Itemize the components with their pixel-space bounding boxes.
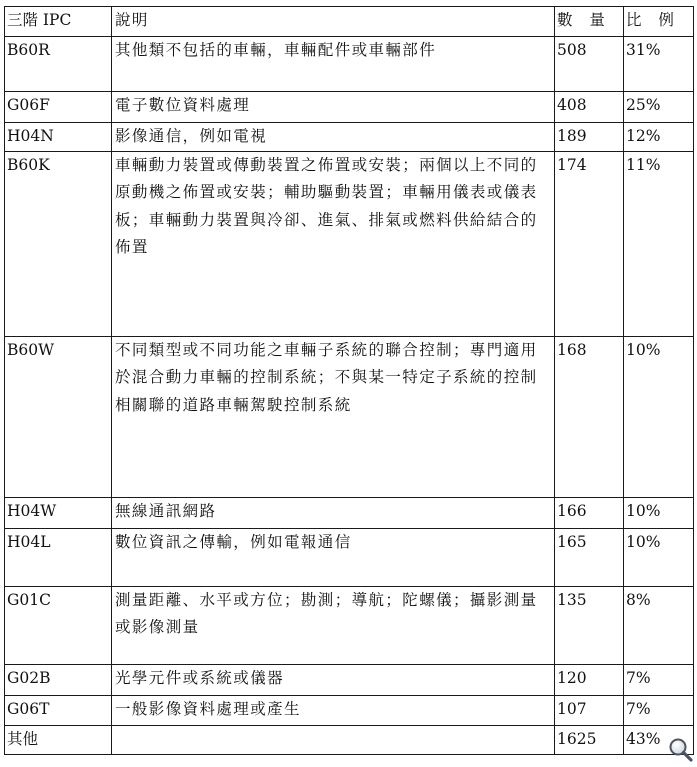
header-description: 說明 bbox=[112, 7, 555, 37]
ratio-cell: 25% bbox=[624, 92, 694, 123]
description-cell: 一般影像資料處理或產生 bbox=[112, 695, 555, 725]
description-cell bbox=[112, 725, 555, 754]
count-cell: 168 bbox=[555, 336, 624, 497]
ratio-cell: 12% bbox=[624, 123, 694, 152]
description-cell: 車輛動力裝置或傳動裝置之佈置或安裝；兩個以上不同的原動機之佈置或安裝；輔助驅動裝置；車輛用儀表或儀表板；車輛動力裝置與冷卻、進氣、排氣或燃料供給結合的佈置 bbox=[112, 151, 555, 336]
table-row bbox=[5, 151, 694, 336]
ipc-code-cell: B60R bbox=[5, 37, 112, 92]
ipc-code-cell: G06F bbox=[5, 92, 112, 123]
description-cell: 其他類不包括的車輛，車輛配件或車輛部件 bbox=[112, 37, 555, 92]
table-row bbox=[5, 586, 694, 664]
table-row bbox=[5, 664, 694, 695]
description-cell: 電子數位資料處理 bbox=[112, 92, 555, 123]
ipc-code-cell: B60K bbox=[5, 151, 112, 336]
count-cell: 1625 bbox=[555, 725, 624, 754]
count-cell: 508 bbox=[555, 37, 624, 92]
table-row bbox=[5, 695, 694, 725]
header-count: 數 量 bbox=[555, 7, 624, 37]
count-cell: 135 bbox=[555, 586, 624, 664]
ipc-code-cell: B60W bbox=[5, 336, 112, 497]
ipc-code-cell: G01C bbox=[5, 586, 112, 664]
count-cell: 120 bbox=[555, 664, 624, 695]
ipc-code-cell: 其他 bbox=[5, 725, 112, 754]
ipc-code-cell: H04L bbox=[5, 528, 112, 586]
description-cell: 數位資訊之傳輸，例如電報通信 bbox=[112, 528, 555, 586]
description-cell: 無線通訊網路 bbox=[112, 497, 555, 528]
count-cell: 107 bbox=[555, 695, 624, 725]
table-row bbox=[5, 336, 694, 497]
ipc-code-cell: H04N bbox=[5, 123, 112, 152]
ratio-cell: 7% bbox=[624, 664, 694, 695]
ipc-code-cell: G02B bbox=[5, 664, 112, 695]
table-row bbox=[5, 37, 694, 92]
count-cell: 174 bbox=[555, 151, 624, 336]
table-row bbox=[5, 123, 694, 152]
ratio-cell: 7% bbox=[624, 695, 694, 725]
table-row bbox=[5, 528, 694, 586]
table-row bbox=[5, 497, 694, 528]
ipc-statistics-table bbox=[4, 6, 694, 755]
header-ratio: 比 例 bbox=[624, 7, 694, 37]
ratio-cell: 43% bbox=[624, 725, 694, 754]
description-cell: 測量距離、水平或方位；勘測；導航；陀螺儀；攝影測量或影像測量 bbox=[112, 586, 555, 664]
ipc-code-cell: H04W bbox=[5, 497, 112, 528]
ratio-cell: 8% bbox=[624, 586, 694, 664]
ratio-cell: 31% bbox=[624, 37, 694, 92]
description-cell: 光學元件或系統或儀器 bbox=[112, 664, 555, 695]
count-cell: 166 bbox=[555, 497, 624, 528]
header-ipc-code: 三階 IPC bbox=[5, 7, 112, 37]
ratio-cell: 11% bbox=[624, 151, 694, 336]
magnifier-icon[interactable] bbox=[668, 737, 694, 763]
table-row bbox=[5, 725, 694, 754]
ratio-cell: 10% bbox=[624, 336, 694, 497]
ratio-cell: 10% bbox=[624, 528, 694, 586]
ipc-code-cell: G06T bbox=[5, 695, 112, 725]
count-cell: 408 bbox=[555, 92, 624, 123]
table-header-row bbox=[5, 7, 694, 37]
description-cell: 不同類型或不同功能之車輛子系統的聯合控制；專門適用於混合動力車輛的控制系統；不與某一特定子系統的控制相關聯的道路車輛駕駛控制系統 bbox=[112, 336, 555, 497]
ratio-cell: 10% bbox=[624, 497, 694, 528]
count-cell: 165 bbox=[555, 528, 624, 586]
description-cell: 影像通信，例如電視 bbox=[112, 123, 555, 152]
count-cell: 189 bbox=[555, 123, 624, 152]
table-row bbox=[5, 92, 694, 123]
